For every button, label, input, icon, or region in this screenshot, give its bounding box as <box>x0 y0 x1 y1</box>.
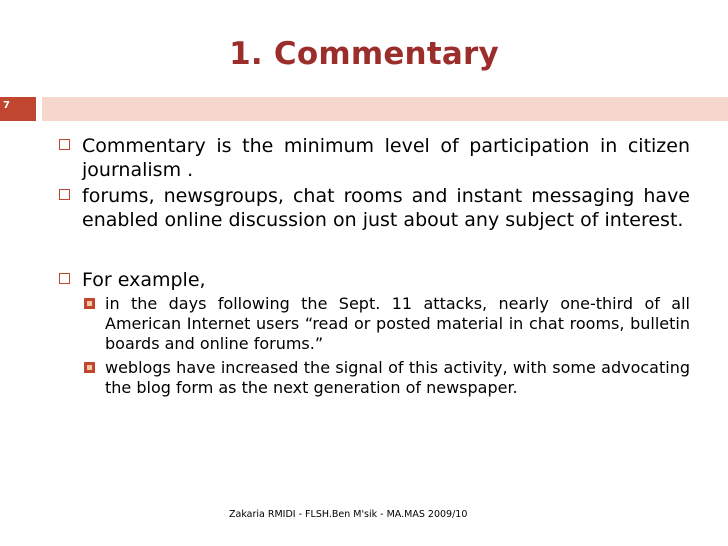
slide-number: 7 <box>3 100 10 111</box>
square-bullet-icon <box>59 189 70 200</box>
square-bullet-icon <box>59 139 70 150</box>
sub-bullet-item <box>50 358 690 398</box>
slide-number-box <box>0 97 36 121</box>
slide-footer: Zakaria RMIDI - FLSH.Ben M'sik - MA.MAS 2009/10 <box>229 509 468 520</box>
filled-square-bullet-icon <box>84 298 95 309</box>
bullet-text: forums, newsgroups, chat rooms and instant messaging have enabled online discussion on just about any subject of interest. <box>82 185 690 231</box>
filled-square-bullet-icon <box>84 362 95 373</box>
bullet-text: For example, <box>82 269 206 291</box>
slide-content <box>50 134 690 402</box>
bullet-item <box>50 134 690 182</box>
bullet-item <box>50 184 690 232</box>
bullet-item <box>50 268 690 292</box>
sub-bullet-text: weblogs have increased the signal of this activity, with some advocating the blog form as the next generation of newspaper. <box>105 358 690 397</box>
bullet-text: Commentary is the minimum level of participation in citizen journalism . <box>82 135 690 181</box>
title-underline-bar <box>42 97 728 121</box>
slide-title: 1. Commentary <box>229 36 499 72</box>
sub-bullet-text: in the days following the Sept. 11 attacks, nearly one-third of all American Internet users “read or posted material in chat rooms, bulletin boards and online forums.” <box>105 294 690 353</box>
square-bullet-icon <box>59 273 70 284</box>
sub-bullet-item <box>50 294 690 354</box>
